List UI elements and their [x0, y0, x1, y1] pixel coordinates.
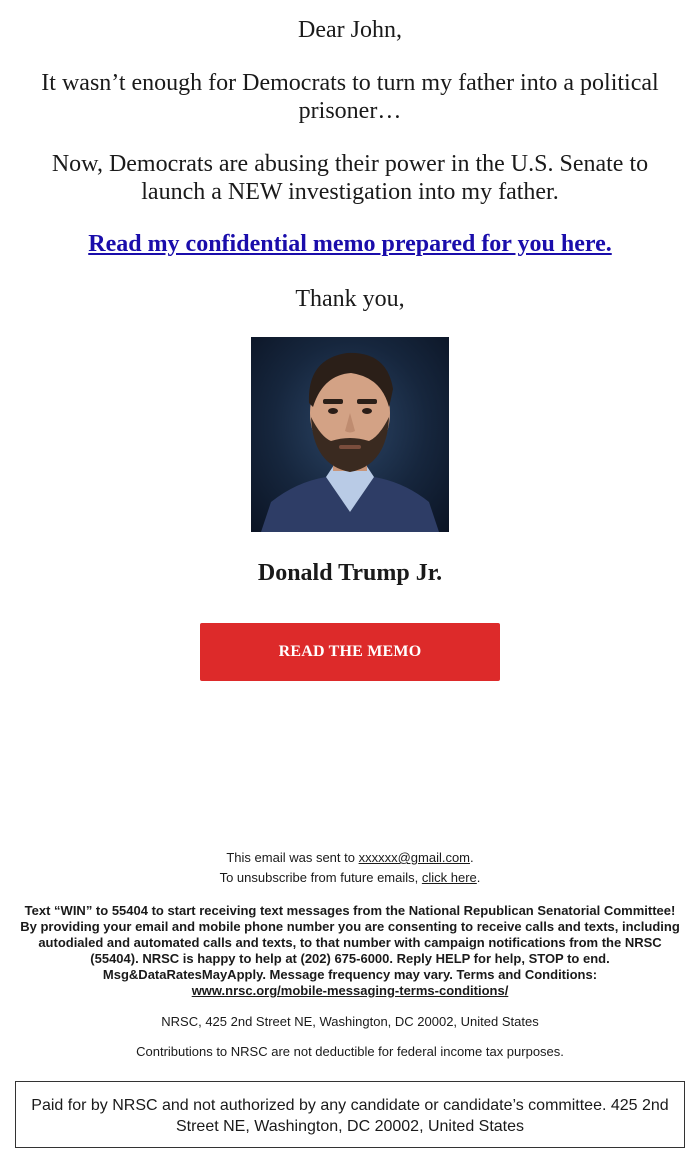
paragraph-2: [0, 150, 700, 206]
greeting: [0, 16, 700, 44]
sent-to-line: [0, 849, 700, 866]
paragraph-1-text: It wasn’t enough for Democrats to turn my father into a political prisoner…: [41, 70, 659, 124]
unsubscribe-link[interactable]: click here: [421, 870, 477, 885]
closing-text: Thank you,: [295, 286, 405, 312]
paid-for-box: [15, 1081, 685, 1148]
sender-photo: [251, 337, 449, 532]
unsub-prefix: To unsubscribe from future emails,: [219, 870, 422, 885]
sent-suffix: .: [470, 850, 474, 865]
read-memo-button[interactable]: READ THE MEMO: [200, 623, 500, 681]
contributions-disclaimer: Contributions to NRSC are not deductible for federal income tax purposes.: [136, 1044, 564, 1059]
recipient-email-link[interactable]: xxxxxx@gmail.com: [358, 850, 471, 865]
memo-link-container: [0, 231, 700, 258]
sms-disclaimer-text: Text “WIN” to 55404 to start receiving text messages from the National Republican Senatorial Committee! By providing your email and mobile phone number you are consenting to receive calls and texts, including autodialed and automated calls and texts, to that number with campaign notifications from the NRSC (55404). NRSC is happy to help at (202) 675-6000. Reply HELP for help, STOP to end. Msg&DataRatesMayApply. Message frequency may vary. Terms and Conditions:: [20, 903, 680, 982]
greeting-text: Dear John,: [298, 17, 402, 43]
sms-disclaimer: [0, 903, 700, 999]
signature: Donald Trump Jr.: [257, 560, 443, 586]
portrait-illustration: [251, 337, 449, 532]
mailing-address: NRSC, 425 2nd Street NE, Washington, DC 20002, United States: [161, 1014, 539, 1029]
unsub-suffix: .: [476, 870, 481, 885]
paragraph-1: [0, 69, 700, 125]
closing: [0, 285, 700, 313]
paragraph-2-text: Now, Democrats are abusing their power in the U.S. Senate to launch a NEW investigation into my father.: [51, 151, 649, 205]
memo-link[interactable]: Read my confidential memo prepared for you here.: [88, 231, 612, 257]
unsubscribe-line: [0, 869, 700, 886]
sent-prefix: This email was sent to: [226, 850, 359, 865]
paid-for-text: Paid for by NRSC and not authorized by any candidate or candidate’s committee. 425 2nd Street NE, Washington, DC 20002, United States: [31, 1097, 669, 1135]
sms-terms-link[interactable]: www.nrsc.org/mobile-messaging-terms-conditions/: [191, 983, 509, 998]
